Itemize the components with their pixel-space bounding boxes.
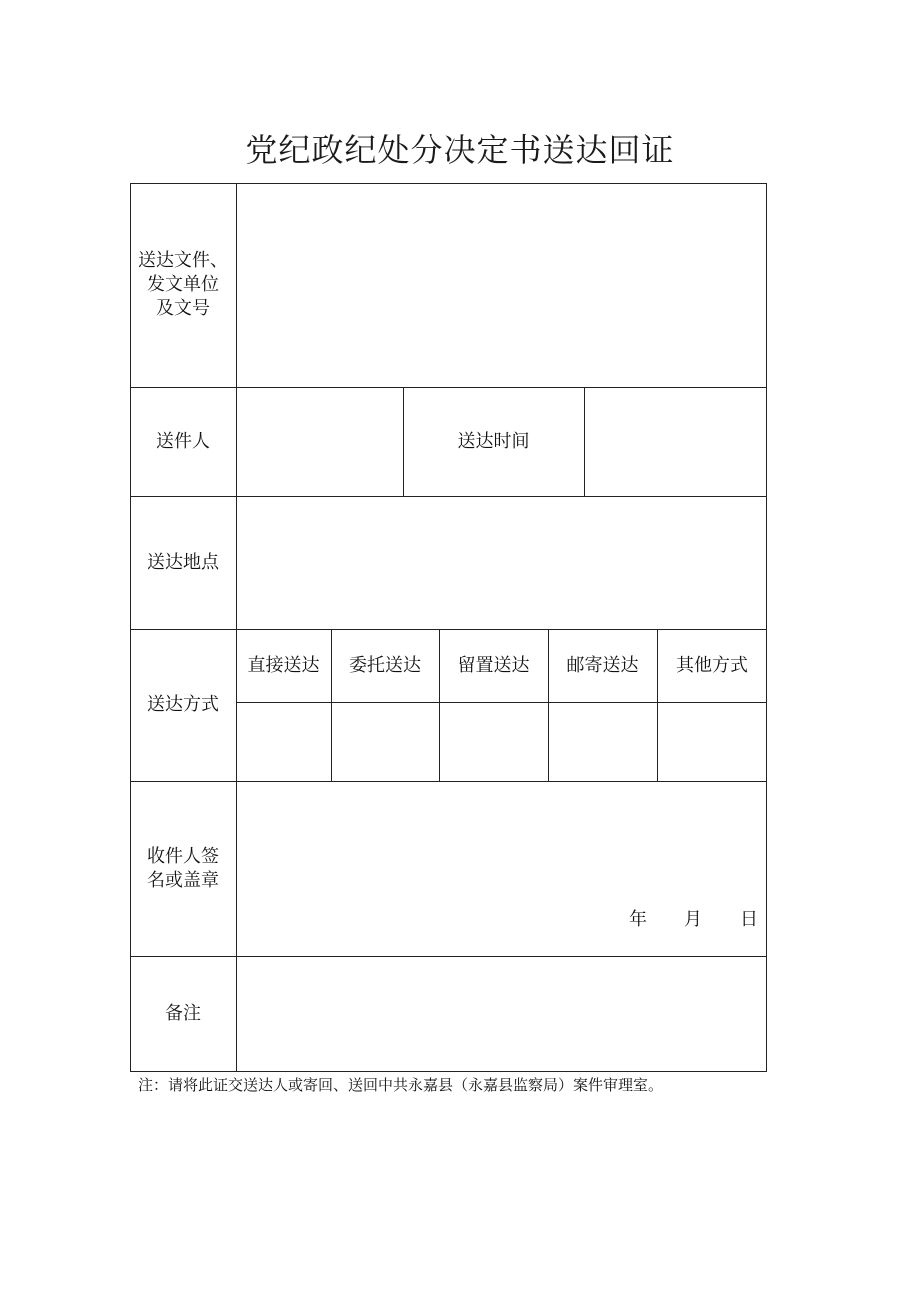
date-year-label: 年	[629, 909, 647, 930]
method-mail-field[interactable]	[548, 702, 657, 781]
method-retained-label: 留置送达	[457, 654, 530, 676]
date-day-label: 日	[740, 909, 758, 930]
page-title: 党纪政纪处分决定书送达回证	[245, 131, 675, 169]
method-other-label: 其他方式	[676, 654, 748, 676]
method-entrusted-field[interactable]	[331, 702, 439, 781]
method-mail-label: 邮寄送达	[566, 654, 639, 676]
method-direct-field[interactable]	[236, 702, 331, 781]
sender-label: 送件人	[156, 430, 210, 452]
delivery-place-label: 送达地点	[147, 551, 219, 573]
remarks-label: 备注	[165, 1003, 201, 1024]
footnote: 注：请将此证交送达人或寄回、送回中共永嘉县（永嘉县监察局）案件审理室。	[138, 1076, 664, 1094]
method-direct-label: 直接送达	[247, 654, 320, 676]
method-other-field[interactable]	[657, 702, 767, 781]
recipient-signature-label: 收件人签 名或盖章	[147, 845, 219, 891]
delivery-time-label: 送达时间	[457, 430, 530, 452]
delivery-method-label: 送达方式	[147, 694, 219, 715]
document-label: 送达文件、 发文单位 及文号	[138, 250, 228, 319]
sender-field[interactable]	[236, 387, 403, 496]
method-retained-field[interactable]	[439, 702, 548, 781]
delivery-place-field[interactable]	[236, 496, 767, 629]
remarks-field[interactable]	[236, 956, 767, 1072]
delivery-time-field[interactable]	[584, 387, 767, 496]
document-field[interactable]	[236, 183, 767, 387]
method-entrusted-label: 委托送达	[349, 654, 421, 676]
date-month-label: 月	[684, 909, 702, 930]
